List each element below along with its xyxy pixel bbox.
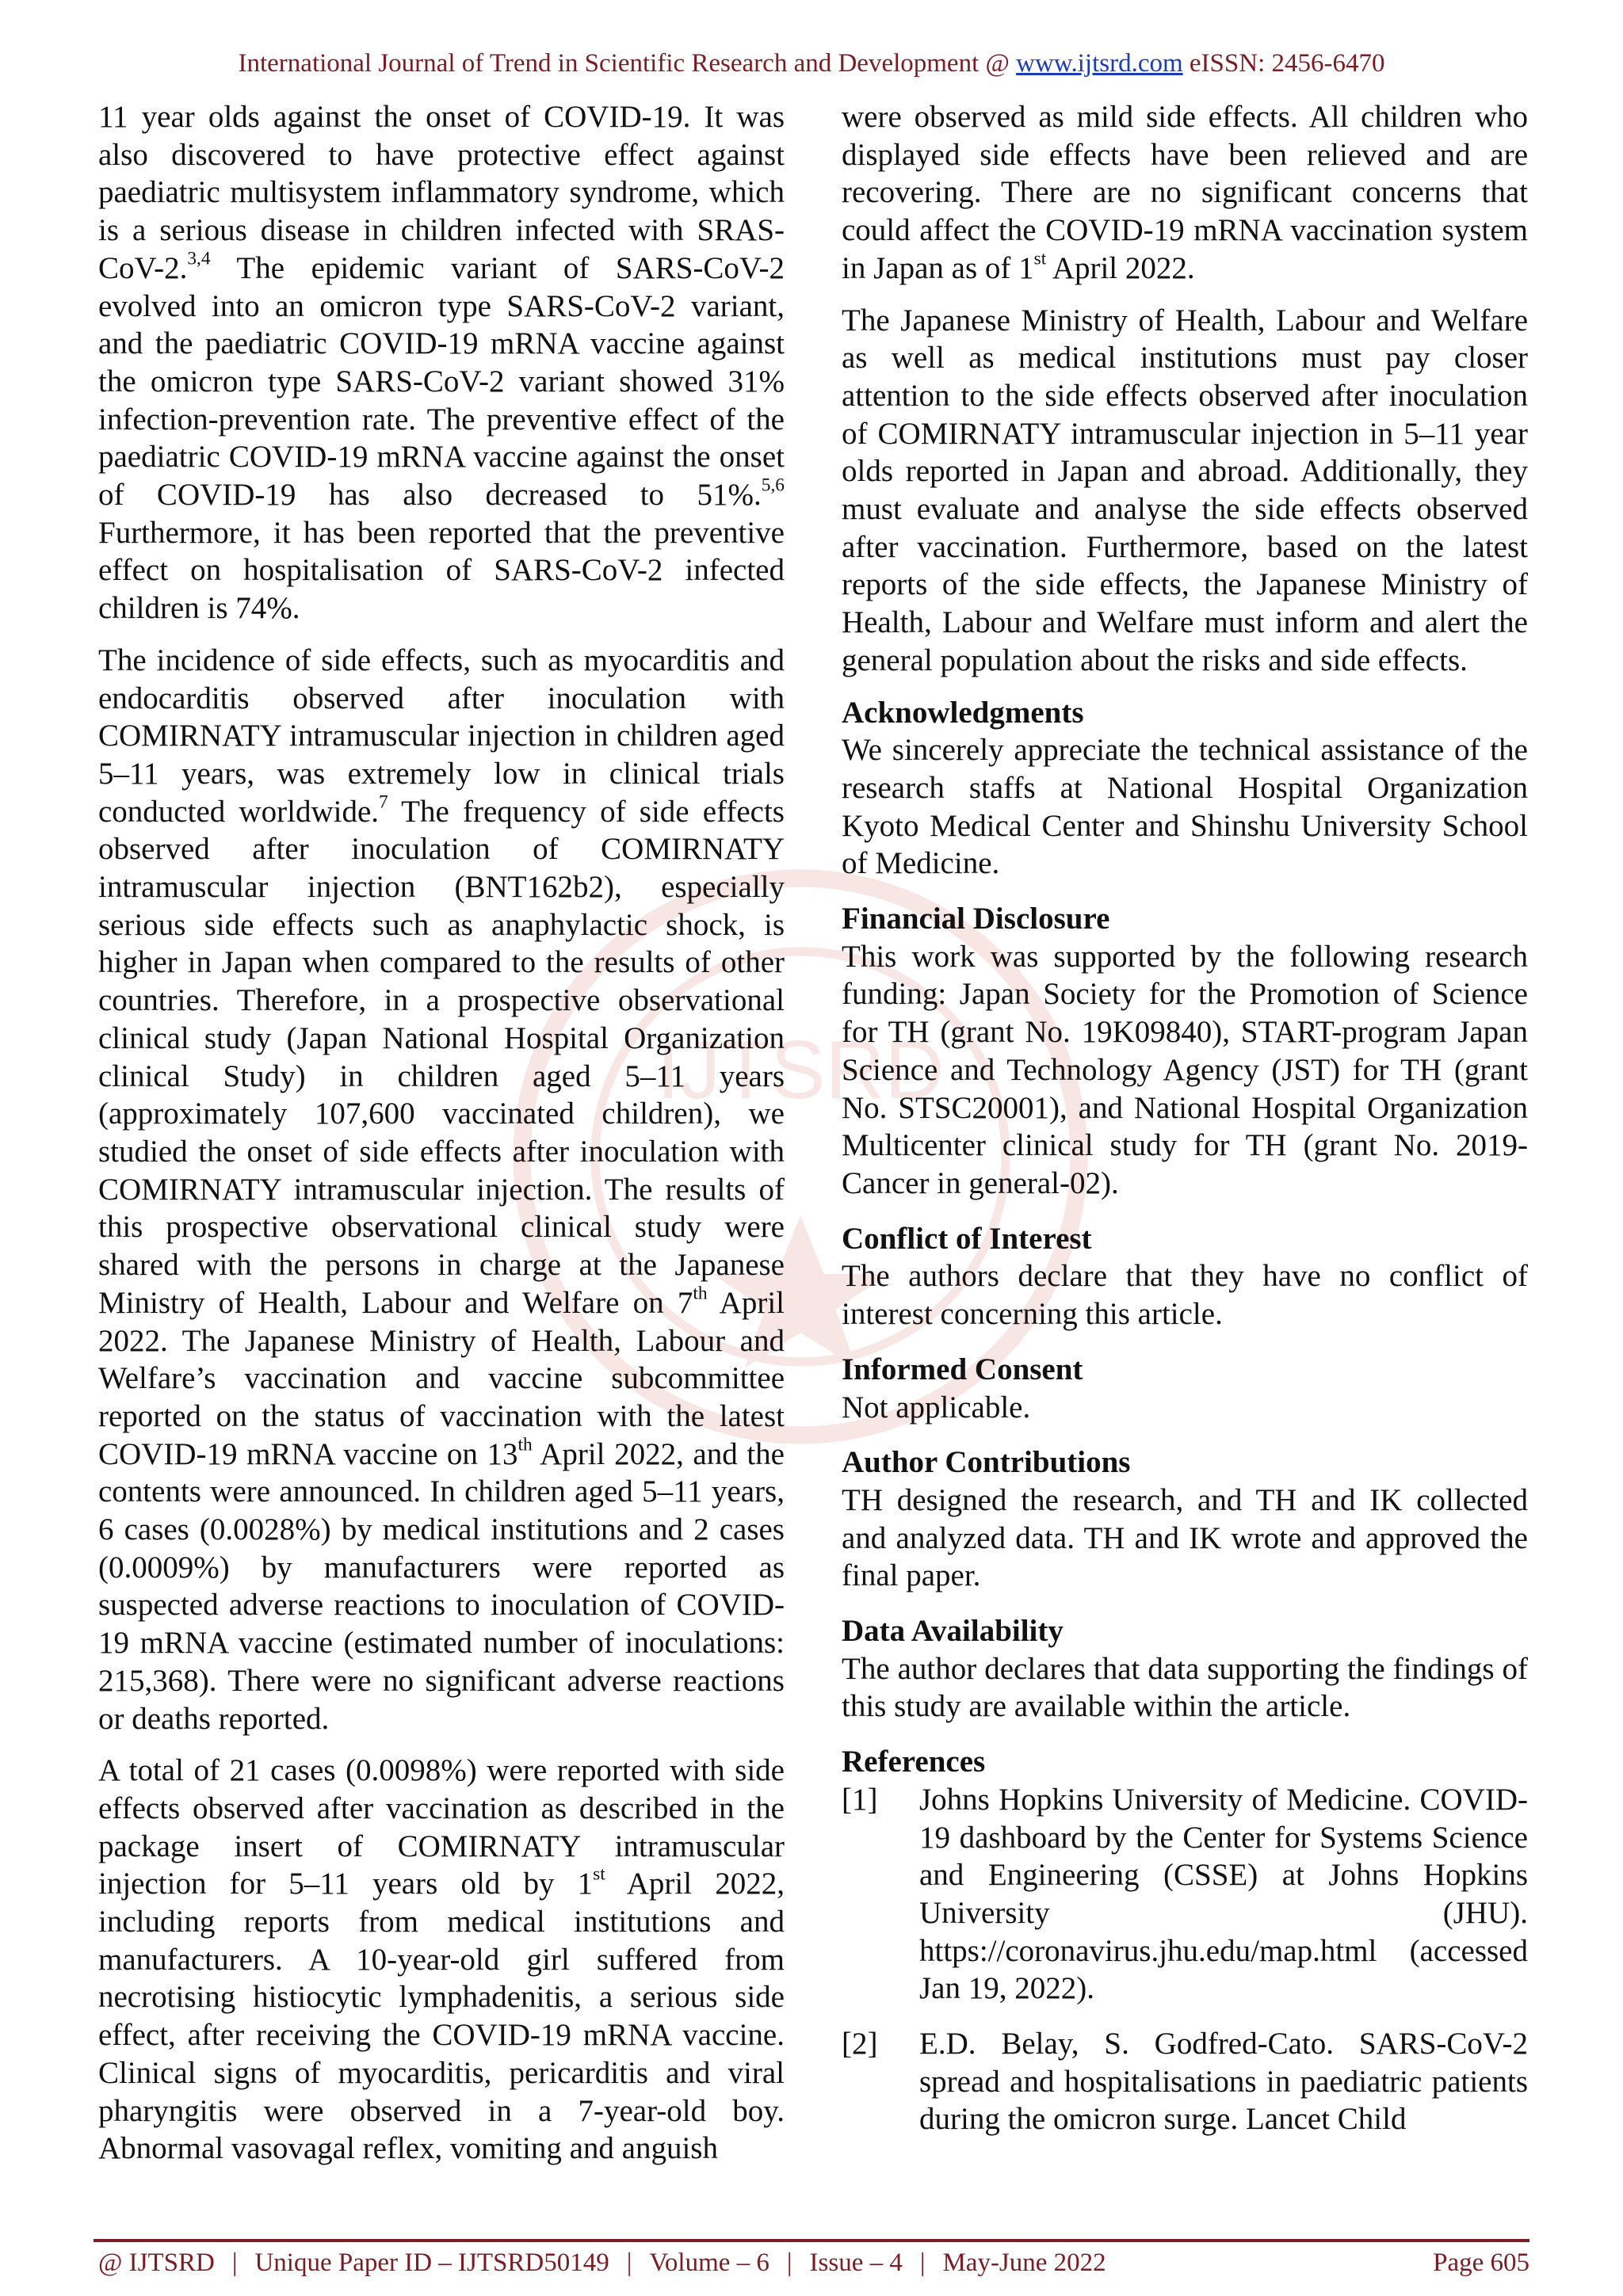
reference-number: [2] (842, 2027, 878, 2061)
footer-details: @ IJTSRD | Unique Paper ID – IJTSRD50149 | Volume – 6 | Issue – 4 | May-June 2022 (98, 2248, 1106, 2277)
running-footer (98, 2248, 1529, 2278)
reference-text: Johns Hopkins University of Medicine. COVID-19 dashboard by the Center for Systems Science and Engineering (CSSE) at Johns Hopkins University (JHU). https://coronavirus.jhu.edu/map.html (accessed Jan 19, 2022). (919, 1782, 1528, 2006)
footer-paper-id: Unique Paper ID – IJTSRD50149 (254, 2248, 609, 2277)
journal-website-link[interactable]: www.ijtsrd.com (1016, 49, 1183, 78)
header-journal-name: International Journal of Trend in Scientific Research and Development @ (238, 49, 1017, 78)
footer-issue: Issue – 4 (809, 2248, 903, 2277)
left-column (98, 98, 785, 2182)
footer-journal: @ IJTSRD (98, 2248, 215, 2277)
body-paragraph: were observed as mild side effects. All children who displayed side effects have been relieved and are recovering. There are no significant concerns that could affect the COVID-19 mRNA vaccination system in Japan as of 1st April 2022. (842, 100, 1528, 285)
section-body: We sincerely appreciate the technical assistance of the research staffs at National Hospital Organization Kyoto Medical Center and Shinshu University School of Medicine. (842, 733, 1528, 881)
section-body: This work was supported by the following research funding: Japan Society for the Promotion of Science for TH (grant No. 19K09840), START-program Japan Science and Technology Agency (JST) for TH (grant No. STSC20001), and National Hospital Organization Multicenter clinical study for TH (grant No. 2019- Cancer in general-02). (842, 939, 1528, 1200)
running-header (0, 49, 1623, 78)
section-heading: Data Availability (842, 1614, 1064, 1649)
section-heading: Conflict of Interest (842, 1221, 1092, 1256)
body-paragraph: The Japanese Ministry of Health, Labour and Welfare as well as medical institutions must pay closer attention to the side effects observed after inoculation of COMIRNATY intramuscular injection in 5–11 year olds reported in Japan and abroad. Additionally, they must evaluate and analyse the side effects observed after vaccination. Furthermore, based on the latest reports of the side effects, the Japanese Ministry of Health, Labour and Welfare must inform and alert the general population about the risks and side effects. (842, 303, 1528, 677)
footer-volume: Volume – 6 (649, 2248, 769, 2277)
svg-text:IJTSRD: IJTSRD (656, 1024, 945, 1116)
footer-divider (94, 2239, 1529, 2242)
section-body: TH designed the research, and TH and IK collected and analyzed data. TH and IK wrote and approved the final paper. (842, 1482, 1528, 1593)
page-number: Page 605 (1433, 2248, 1529, 2277)
section-author-contributions (842, 1444, 1528, 1595)
section-data-availability (842, 1612, 1528, 1726)
right-column (842, 98, 1528, 2156)
reference-text: E.D. Belay, S. Godfred-Cato. SARS-CoV-2 spread and hospitalisations in paediatric patients during the omicron surge. Lancet Child (919, 2027, 1528, 2137)
section-acknowledgments (842, 694, 1528, 883)
section-heading: Informed Consent (842, 1352, 1083, 1386)
section-conflict-of-interest (842, 1220, 1528, 1333)
footer-date: May-June 2022 (942, 2248, 1106, 2277)
section-body: The authors declare that they have no conflict of interest concerning this article. (842, 1259, 1528, 1332)
body-paragraph: 11 year olds against the onset of COVID-19. It was also discovered to have protective effect against paediatric multisystem inflammatory syndrome, which is a serious disease in children infected with SRAS-CoV-2.$^{3,4}$ The epidemic variant of SARS-CoV-2 evolved into an omicron type SARS-CoV-2 variant, and the paediatric COVID-19 mRNA vaccine against the omicron type SARS-CoV-2 variant showed 31% infection-prevention rate. The preventive effect of the paediatric COVID-19 mRNA vaccine against the onset of COVID-19 has also decreased to 51%.$^{5,6}$ Furthermore, it has been reported that the preventive effect on hospitalisation of SARS-CoV-2 infected children is 74%. (98, 100, 785, 626)
reference-item (842, 1781, 1528, 2008)
body-paragraph: The incidence of side effects, such as myocarditis and endocarditis observed after inoculation with COMIRNATY intramuscular injection in children aged 5–11 years, was extremely low in clinical trials conducted worldwide.$^7$ The frequency of side effects observed after inoculation of COMIRNATY intramuscular injection (BNT162b2), especially serious side effects such as anaphylactic shock, is higher in Japan when compared to the results of other countries. Therefore, in a prospective observational clinical study (Japan National Hospital Organization clinical Study) in children aged 5–11 years (approximately 107,600 vaccinated children), we studied the onset of side effects after inoculation with COMIRNATY intramuscular injection. The results of this prospective observational clinical study were shared with the persons in charge at the Japanese Ministry of Health, Labour and Welfare on 7th April 2022. The Japanese Ministry of Health, Labour and Welfare’s vaccination and vaccine subcommittee reported on the status of vaccination with the latest COVID-19 mRNA vaccine on 13th April 2022, and the contents were announced. In children aged 5–11 years, 6 cases (0.0028%) by medical institutions and 2 cases (0.0009%) by manufacturers were reported as suspected adverse reactions to inoculation of COVID-19 mRNA vaccine (estimated number of inoculations: 215,368). There were no significant adverse reactions or deaths reported. (98, 643, 785, 1736)
section-financial-disclosure (842, 900, 1528, 1203)
reference-item (842, 2025, 1528, 2138)
section-heading: References (842, 1745, 986, 1779)
section-heading: Acknowledgments (842, 695, 1084, 730)
section-references (842, 1743, 1528, 2138)
section-body: The author declares that data supporting the findings of this study are available within the article. (842, 1651, 1528, 1724)
section-heading: Author Contributions (842, 1445, 1131, 1480)
body-paragraph: A total of 21 cases (0.0098%) were reported with side effects observed after vaccination as described in the package insert of COMIRNATY intramuscular injection for 5–11 years old by 1st April 2022, including reports from medical institutions and manufacturers. A 10-year-old girl suffered from necrotising histiocytic lymphadenitis, a serious side effect, after receiving the COVID-19 mRNA vaccine. Clinical signs of myocarditis, pericarditis and viral pharyngitis were observed in a 7-year-old boy. Abnormal vasovagal reflex, vomiting and anguish (98, 1753, 785, 2166)
section-body: Not applicable. (842, 1390, 1031, 1425)
header-issn: eISSN: 2456-6470 (1182, 49, 1385, 78)
section-informed-consent (842, 1351, 1528, 1426)
section-heading: Financial Disclosure (842, 902, 1110, 936)
reference-number: [1] (842, 1782, 878, 1817)
